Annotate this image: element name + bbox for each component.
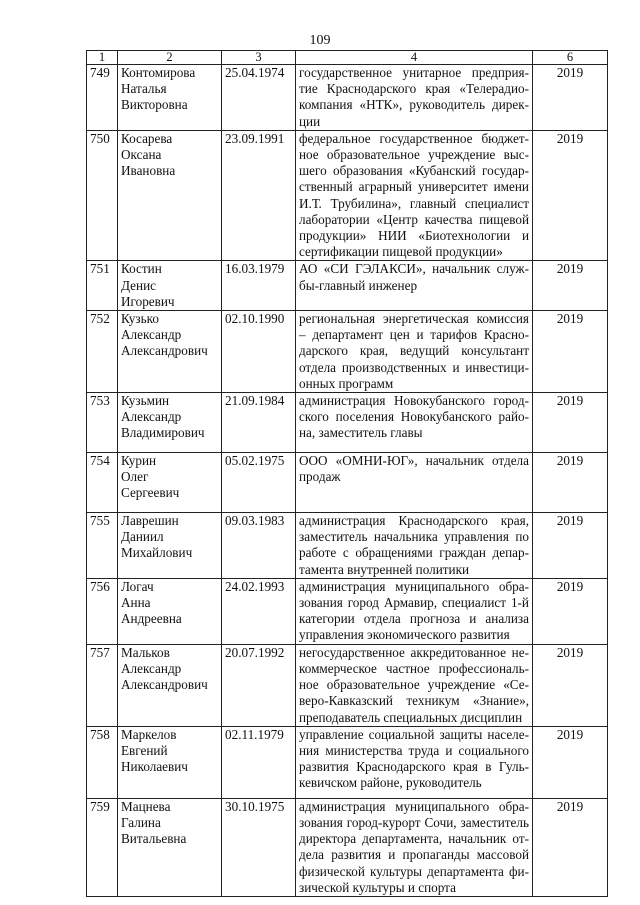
row-number: 758 xyxy=(90,726,110,742)
organization-position-line: компания «НТК», руководитель дирек- xyxy=(299,97,529,113)
column-header-4: 4 xyxy=(296,51,533,65)
full-name-line: Денис xyxy=(121,277,156,293)
full-name-line: Александрович xyxy=(121,343,208,359)
birth-date: 20.07.1992 xyxy=(225,644,285,660)
full-name-line: Даниил xyxy=(121,529,164,545)
column-header-3: 3 xyxy=(222,51,296,65)
organization-position-line: дела развития и пропаганды массовой xyxy=(299,847,529,863)
year-cell xyxy=(533,65,608,131)
row-number: 757 xyxy=(90,644,110,660)
table-row xyxy=(87,130,608,261)
year: 2019 xyxy=(556,644,584,660)
row-number-cell xyxy=(87,798,118,896)
year: 2019 xyxy=(556,798,584,814)
row-number-cell xyxy=(87,453,118,513)
organization-position-line: директора департамента, начальник от- xyxy=(299,831,529,847)
table-row xyxy=(87,578,608,644)
year-cell xyxy=(533,644,608,726)
organization-position-line: ное образовательное учреждение «Се- xyxy=(299,677,529,693)
year-cell xyxy=(533,578,608,644)
table-row xyxy=(87,65,608,131)
organization-position-line: шего образования «Кубанский государ- xyxy=(299,163,529,179)
full-name-line: Владимирович xyxy=(121,425,205,441)
full-name-line: Лаврешин xyxy=(121,513,179,529)
organization-position-line: преподаватель специальных дисциплин xyxy=(299,709,523,725)
organization-position-line: ственный аграрный университет имени xyxy=(299,179,529,195)
full-name-line: Игоревич xyxy=(121,293,175,309)
full-name-line: Логач xyxy=(121,578,154,594)
full-name-line: Курин xyxy=(121,453,157,469)
table-row xyxy=(87,393,608,453)
full-name-line: Анна xyxy=(121,595,151,611)
row-number-cell xyxy=(87,644,118,726)
year: 2019 xyxy=(556,578,584,594)
full-name-cell xyxy=(118,798,222,896)
year-cell xyxy=(533,453,608,513)
birth-date: 02.11.1979 xyxy=(225,726,284,742)
year-cell xyxy=(533,798,608,896)
organization-position-cell xyxy=(296,578,533,644)
full-name-line: Михайлович xyxy=(121,545,193,561)
organization-position-line: – департамент цен и тарифов Красно- xyxy=(299,327,529,343)
organization-position-line: администрация муниципального обра- xyxy=(299,578,529,594)
organization-position-line: зической культуры и спорта xyxy=(299,879,456,895)
full-name-line: Ивановна xyxy=(121,163,176,179)
row-number-cell xyxy=(87,65,118,131)
table-row xyxy=(87,644,608,726)
row-number-cell xyxy=(87,578,118,644)
full-name-cell xyxy=(118,453,222,513)
organization-position-line: зования город Армавир, специалист 1-й xyxy=(299,595,529,611)
organization-position-line: ное образовательное учреждение выс- xyxy=(299,147,529,163)
year: 2019 xyxy=(556,393,584,409)
year: 2019 xyxy=(556,726,584,742)
organization-position-line: заместитель начальника управления по xyxy=(299,529,529,545)
organization-position-line: тие Краснодарского края «Телерадио- xyxy=(299,81,529,97)
organization-position-cell xyxy=(296,393,533,453)
row-number: 754 xyxy=(90,453,110,469)
row-number: 755 xyxy=(90,513,110,529)
full-name-line: Александрович xyxy=(121,677,208,693)
birth-date-cell xyxy=(222,311,296,393)
year: 2019 xyxy=(556,311,584,327)
full-name-cell xyxy=(118,644,222,726)
birth-date: 16.03.1979 xyxy=(225,261,285,277)
organization-position-line: АО «СИ ГЭЛАКСИ», начальник служ- xyxy=(299,261,529,277)
full-name-cell xyxy=(118,311,222,393)
organization-position-line: категории отдела прогноза и анализа xyxy=(299,611,529,627)
column-header-1: 1 xyxy=(87,51,118,65)
year-cell xyxy=(533,311,608,393)
registry-table-body xyxy=(87,51,608,897)
full-name-cell xyxy=(118,513,222,579)
full-name-cell xyxy=(118,726,222,798)
organization-position-cell xyxy=(296,453,533,513)
row-number: 756 xyxy=(90,578,110,594)
organization-position-line: развития Краснодарского края в Гуль- xyxy=(299,759,529,775)
organization-position-line: работе с обращениями граждан депар- xyxy=(299,545,529,561)
table-row xyxy=(87,453,608,513)
column-header-6: 6 xyxy=(533,51,608,65)
row-number: 753 xyxy=(90,393,110,409)
full-name-line: Галина xyxy=(121,814,161,830)
organization-position-line: отдела производственных и инвестици- xyxy=(299,359,529,375)
organization-position-line: ции xyxy=(299,113,321,129)
birth-date-cell xyxy=(222,726,296,798)
organization-position-cell xyxy=(296,513,533,579)
row-number-cell xyxy=(87,261,118,311)
birth-date-cell xyxy=(222,130,296,261)
table-header-row xyxy=(87,51,608,65)
organization-position-line: управления экономического развития xyxy=(299,627,510,643)
organization-position-line: лаборатории «Центр качества пищевой xyxy=(299,211,529,227)
full-name-line: Кузько xyxy=(121,311,159,327)
year-cell xyxy=(533,393,608,453)
row-number-cell xyxy=(87,311,118,393)
organization-position-cell xyxy=(296,798,533,896)
row-number: 750 xyxy=(90,130,110,146)
birth-date: 25.04.1974 xyxy=(225,65,285,80)
row-number: 752 xyxy=(90,311,110,327)
year-cell xyxy=(533,726,608,798)
birth-date-cell xyxy=(222,513,296,579)
organization-position-cell xyxy=(296,726,533,798)
organization-position-line: администрация Краснодарского края, xyxy=(299,513,529,529)
organization-position-line: управление социальной защиты населе- xyxy=(299,726,529,742)
organization-position-line: на, заместитель главы xyxy=(299,425,423,441)
organization-position-cell xyxy=(296,65,533,131)
full-name-line: Маркелов xyxy=(121,726,177,742)
full-name-line: Оксана xyxy=(121,147,162,163)
table-row xyxy=(87,261,608,311)
full-name-line: Сергеевич xyxy=(121,485,180,501)
full-name-line: Контомирова xyxy=(121,65,196,80)
year-cell xyxy=(533,513,608,579)
organization-position-line: онных программ xyxy=(299,375,394,391)
organization-position-line: физической культуры департамента фи- xyxy=(299,863,529,879)
organization-position-line: веро-Кавказский техникум «Знание», xyxy=(299,693,529,709)
row-number: 759 xyxy=(90,798,110,814)
full-name-line: Александр xyxy=(121,660,182,676)
organization-position-cell xyxy=(296,644,533,726)
table-row xyxy=(87,798,608,896)
organization-position-line: тамента внутренней политики xyxy=(299,561,470,577)
year-cell xyxy=(533,261,608,311)
row-number-cell xyxy=(87,513,118,579)
birth-date-cell xyxy=(222,798,296,896)
registry-table xyxy=(86,50,608,897)
birth-date-cell xyxy=(222,578,296,644)
organization-position-line: администрация Новокубанского город- xyxy=(299,393,529,409)
organization-position-cell xyxy=(296,130,533,261)
row-number-cell xyxy=(87,726,118,798)
birth-date: 09.03.1983 xyxy=(225,513,285,529)
full-name-line: Мальков xyxy=(121,644,170,660)
full-name-line: Наталья xyxy=(121,81,167,97)
full-name-line: Мацнева xyxy=(121,798,171,814)
full-name-cell xyxy=(118,65,222,131)
full-name-line: Костин xyxy=(121,261,162,277)
full-name-cell xyxy=(118,578,222,644)
organization-position-line: сертификации пищевой продукции» xyxy=(299,244,503,260)
full-name-line: Викторовна xyxy=(121,97,188,113)
birth-date: 02.10.1990 xyxy=(225,311,285,327)
full-name-line: Александр xyxy=(121,327,182,343)
full-name-cell xyxy=(118,261,222,311)
row-number-cell xyxy=(87,130,118,261)
full-name-line: Александр xyxy=(121,409,182,425)
organization-position-cell xyxy=(296,311,533,393)
year: 2019 xyxy=(556,130,584,146)
year: 2019 xyxy=(556,453,584,469)
row-number-cell xyxy=(87,393,118,453)
birth-date: 23.09.1991 xyxy=(225,130,285,146)
full-name-line: Андреевна xyxy=(121,611,182,627)
full-name-line: Евгений xyxy=(121,742,168,758)
table-row xyxy=(87,726,608,798)
birth-date: 05.02.1975 xyxy=(225,453,285,469)
table-row xyxy=(87,513,608,579)
column-header-2: 2 xyxy=(118,51,222,65)
organization-position-line: ООО «ОМНИ-ЮГ», начальник отдела xyxy=(299,453,529,469)
organization-position-line: И.Т. Трубилина», главный специалист xyxy=(299,195,529,211)
organization-position-line: кевичском районе, руководитель xyxy=(299,775,482,791)
birth-date-cell xyxy=(222,261,296,311)
year: 2019 xyxy=(556,513,584,529)
birth-date: 21.09.1984 xyxy=(225,393,285,409)
organization-position-line: ского поселения Новокубанского райо- xyxy=(299,409,529,425)
organization-position-line: региональная энергетическая комиссия xyxy=(299,311,529,327)
organization-position-line: дарского края, ведущий консультант xyxy=(299,343,529,359)
full-name-line: Косарева xyxy=(121,130,173,146)
year: 2019 xyxy=(556,65,584,80)
full-name-line: Николаевич xyxy=(121,759,188,775)
birth-date-cell xyxy=(222,644,296,726)
birth-date-cell xyxy=(222,453,296,513)
full-name-cell xyxy=(118,130,222,261)
organization-position-line: коммерческое частное профессиональ- xyxy=(299,660,529,676)
organization-position-line: зования город-курорт Сочи, заместитель xyxy=(299,814,529,830)
full-name-line: Кузьмин xyxy=(121,393,170,409)
organization-position-line: государственное унитарное предприя- xyxy=(299,65,529,80)
birth-date: 24.02.1993 xyxy=(225,578,285,594)
year: 2019 xyxy=(556,261,584,277)
table-row xyxy=(87,311,608,393)
organization-position-line: бы-главный инженер xyxy=(299,277,418,293)
organization-position-cell xyxy=(296,261,533,311)
year-cell xyxy=(533,130,608,261)
organization-position-line: ния министерства труда и социального xyxy=(299,742,529,758)
row-number: 749 xyxy=(90,65,110,80)
full-name-line: Олег xyxy=(121,469,149,485)
organization-position-line: федеральное государственное бюджет- xyxy=(299,130,529,146)
organization-position-line: негосударственное аккредитованное не- xyxy=(299,644,529,660)
birth-date-cell xyxy=(222,65,296,131)
full-name-cell xyxy=(118,393,222,453)
birth-date-cell xyxy=(222,393,296,453)
full-name-line: Витальевна xyxy=(121,831,187,847)
organization-position-line: администрация муниципального обра- xyxy=(299,798,529,814)
page-number: 109 xyxy=(309,33,331,48)
organization-position-line: продукции» НИИ «Биотехнологии и xyxy=(299,228,529,244)
row-number: 751 xyxy=(90,261,110,277)
birth-date: 30.10.1975 xyxy=(225,798,285,814)
organization-position-line: продаж xyxy=(299,469,341,485)
